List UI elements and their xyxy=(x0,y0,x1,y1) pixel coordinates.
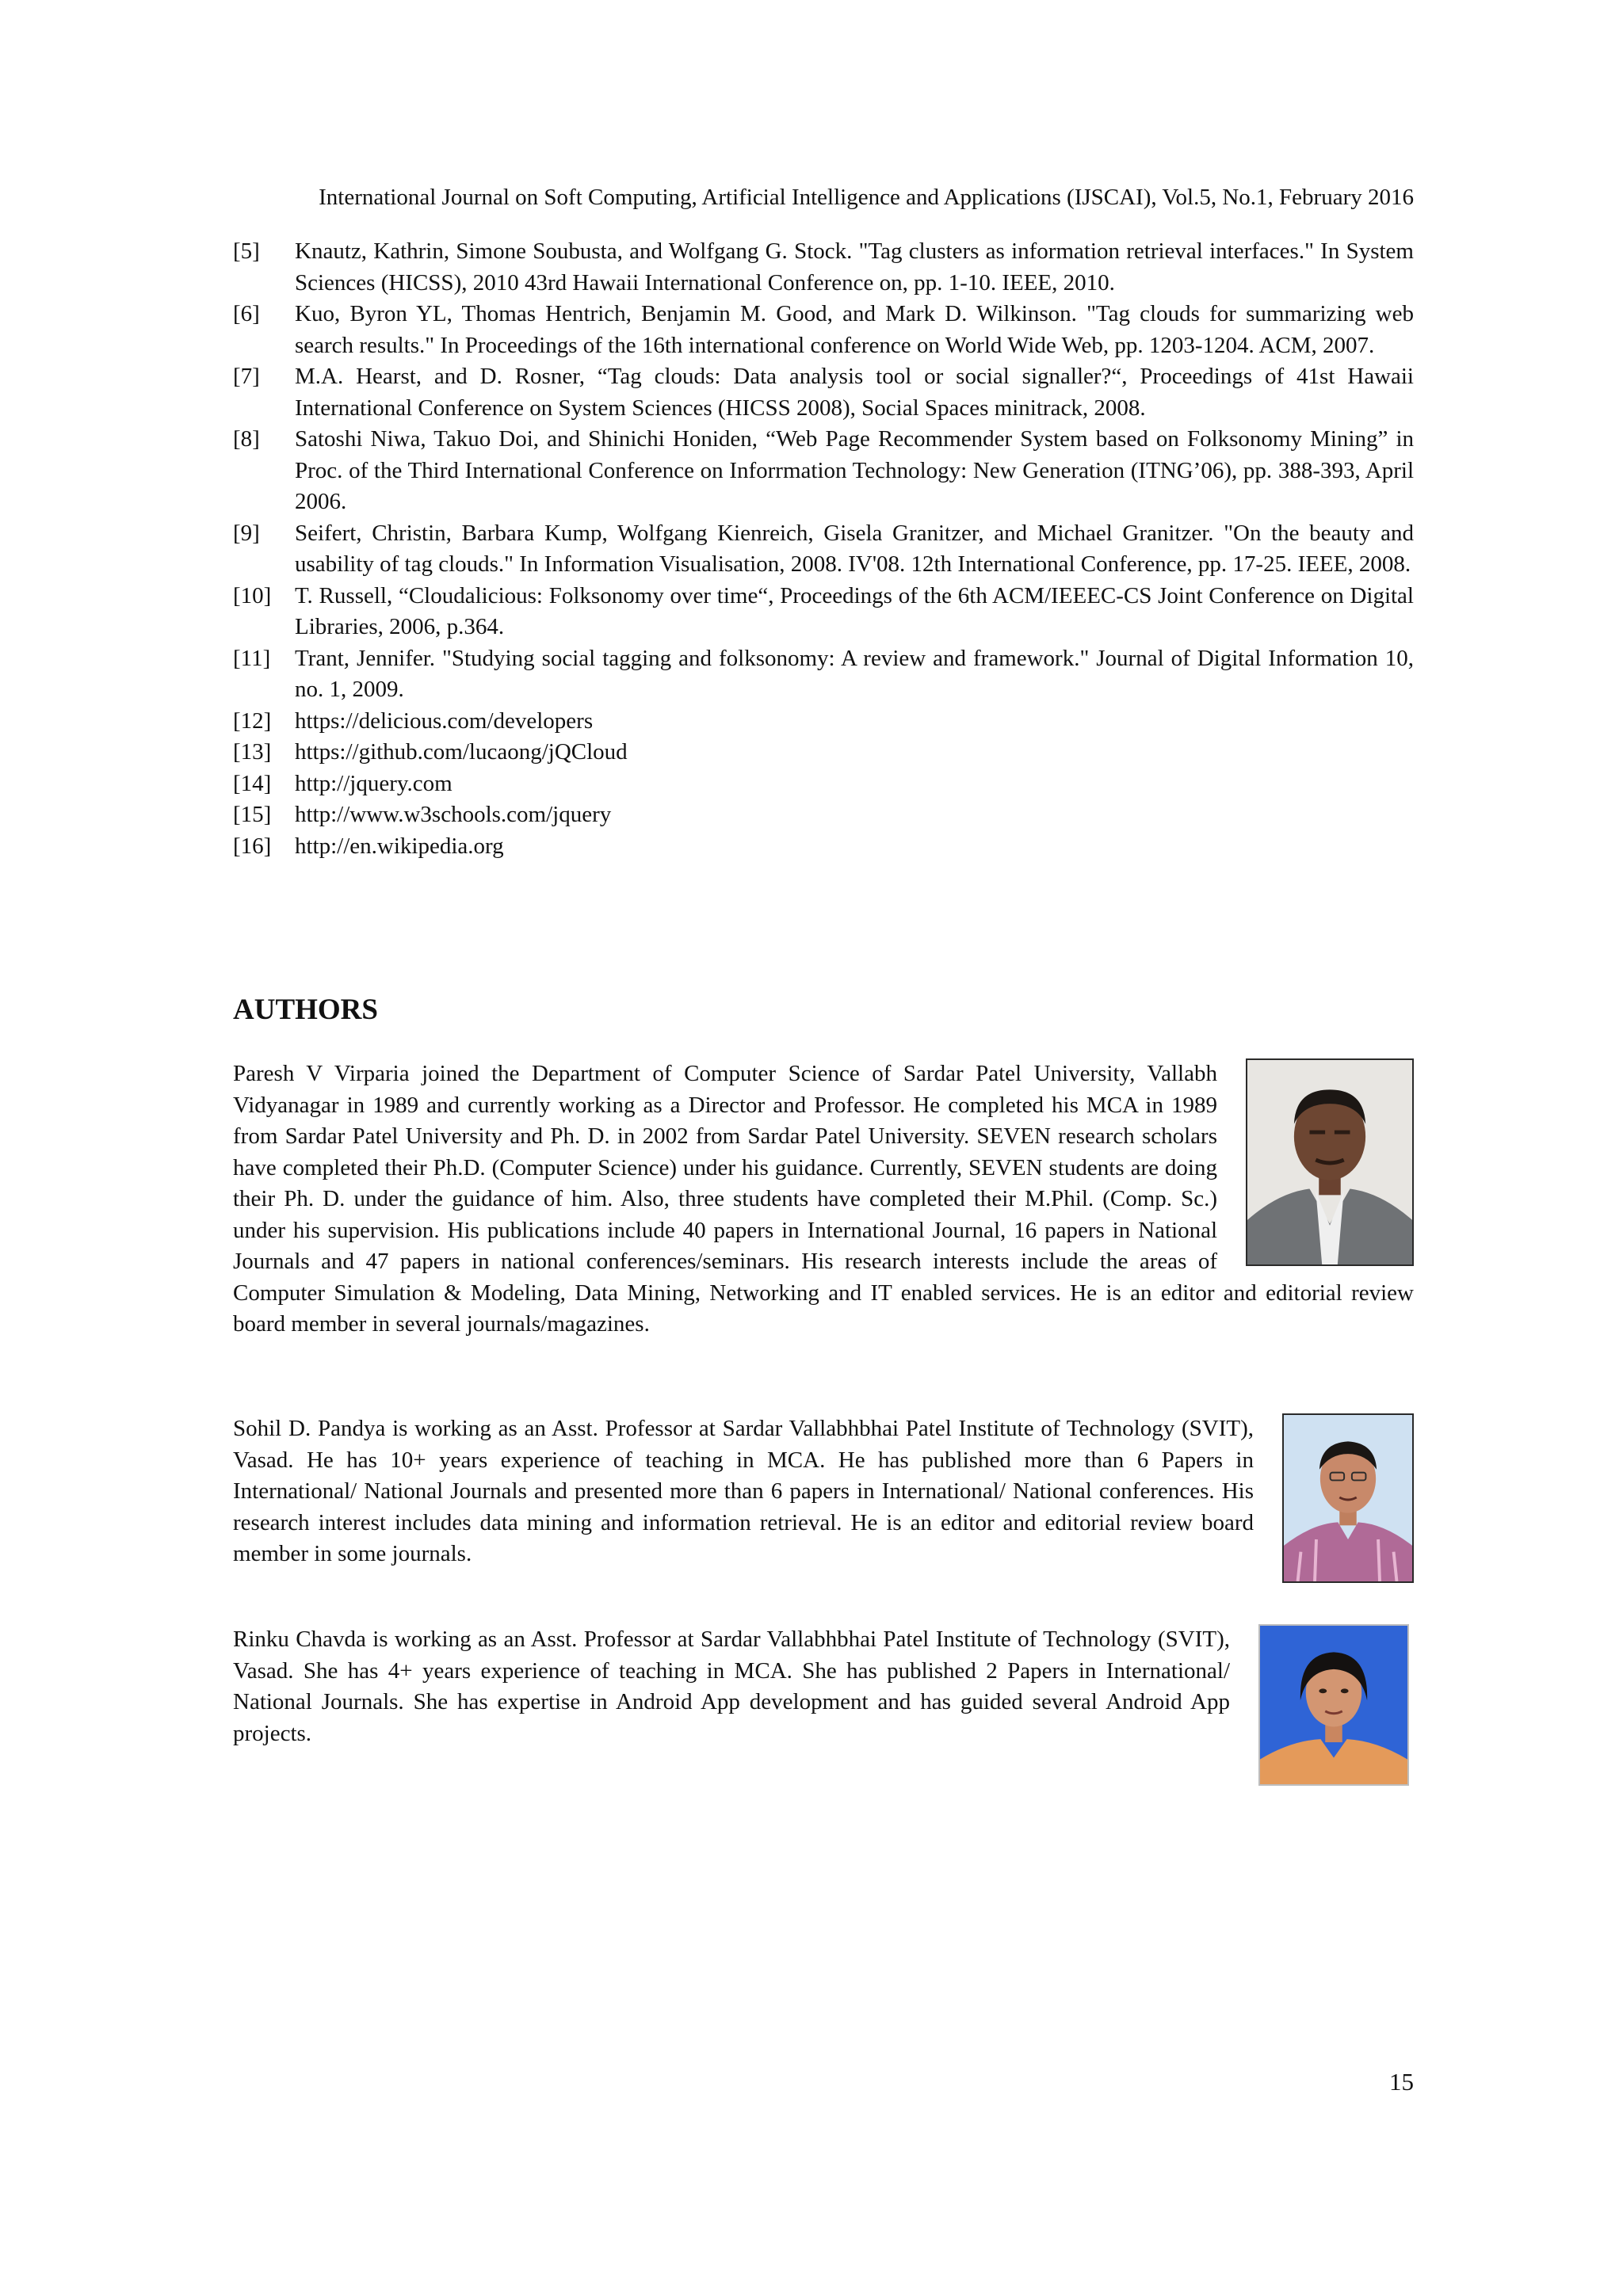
reference-number: [6] xyxy=(233,301,260,326)
reference-item xyxy=(233,581,1414,643)
reference-number: [16] xyxy=(233,833,272,859)
author-bio-text: Rinku Chavda is working as an Asst. Professor at Sardar Vallabhbhai Patel Institute of Technology (SVIT), Vasad. She has 4+ years experience of teaching in MCA. She has published 2 Papers in International/ National Journals. She has expertise in Android App development and has guided several Android App projects. xyxy=(233,1627,1230,1746)
page-number: 15 xyxy=(1389,2068,1414,2096)
reference-text: M.A. Hearst, and D. Rosner, “Tag clouds: Data analysis tool or social signaller?“, Proceedings of 41st Hawaii International Conference on System Sciences (HICSS 2008), Social Spaces minitrack, 2008. xyxy=(295,364,1414,421)
reference-number: [11] xyxy=(233,645,271,671)
author-bio-text: Paresh V Virparia joined the Department of Computer Science of Sardar Patel University, Vallabh Vidyanagar in 1989 and currently working as a Director and Professor. He completed his MCA in 1989 from Sardar Patel University and Ph. D. in 2002 from Sardar Patel University. SEVEN research scholars have completed their Ph.D. (Computer Science) under his guidance. Currently, SEVEN students are doing their Ph. D. under the guidance of him. Also, three students have completed their M.Phil. (Comp. Sc.) under his supervision. His publications include 40 papers in International Journal, 16 papers in National Journals and 47 papers in national conferences/seminars. His research interests include the areas of Computer Simulation & Modeling, Data Mining, Networking and IT enabled services. He is an editor and editorial review board member in several journals/magazines. xyxy=(233,1061,1414,1337)
reference-text: Satoshi Niwa, Takuo Doi, and Shinichi Honiden, “Web Page Recommender System based on Folksonomy Mining” in Proc. of the Third International Conference on Inforrmation Technology: New Generation (ITNG’06), pp. 388-393, April 2006. xyxy=(295,426,1414,514)
reference-number: [7] xyxy=(233,364,260,389)
reference-text: Kuo, Byron YL, Thomas Hentrich, Benjamin M. Good, and Mark D. Wilkinson. "Tag clouds for summarizing web search results." In Proceedings of the 16th international conference on World Wide Web, pp. 1203-1204. ACM, 2007. xyxy=(295,301,1414,358)
reference-number: [14] xyxy=(233,770,272,796)
portrait-image xyxy=(1284,1415,1412,1581)
reference-text: T. Russell, “Cloudalicious: Folksonomy over time“, Proceedings of the 6th ACM/IEEEC-CS Joint Conference on Digital Libraries, 2006, p.364. xyxy=(295,582,1414,639)
portrait-image xyxy=(1260,1626,1407,1784)
journal-header: International Journal on Soft Computing, Artificial Intelligence and Applications (IJSCAI), Vol.5, No.1, February 2016 xyxy=(319,185,1414,210)
reference-number: [12] xyxy=(233,707,272,734)
reference-link[interactable]: http://jquery.com xyxy=(295,770,453,796)
author-bio xyxy=(233,1624,1414,1791)
reference-item xyxy=(233,799,1414,831)
reference-number: [15] xyxy=(233,802,272,827)
reference-link[interactable]: http://en.wikipedia.org xyxy=(295,833,504,859)
authors-heading: AUTHORS xyxy=(233,994,378,1026)
reference-number: [13] xyxy=(233,739,272,765)
reference-list xyxy=(233,236,1414,862)
reference-text: Seifert, Christin, Barbara Kump, Wolfgang Kienreich, Gisela Granitzer, and Michael Granitzer. "On the beauty and usability of tag clouds." In Information Visualisation, 2008. IV'08. 12th International Conference, pp. 17-25. IEEE, 2008. xyxy=(295,520,1414,577)
portrait-image xyxy=(1247,1060,1412,1264)
reference-item xyxy=(233,706,1414,738)
reference-number: [5] xyxy=(233,238,260,264)
author-photo xyxy=(1282,1413,1414,1583)
author-bio xyxy=(233,1413,1414,1588)
reference-link[interactable]: http://www.w3schools.com/jquery xyxy=(295,802,612,827)
author-bio-text: Sohil D. Pandya is working as an Asst. Professor at Sardar Vallabhbhai Patel Institute of Technology (SVIT), Vasad. He has 10+ years experience of teaching in MCA. He has published more than 6 Papers in International/ National Journals and presented more than 6 papers in International/ National conferences. His research interest includes data mining and information retrieval. He is an editor and editorial review board member in some journals. xyxy=(233,1416,1254,1566)
author-bio xyxy=(233,1058,1414,1341)
reference-item xyxy=(233,299,1414,361)
reference-text: Trant, Jennifer. "Studying social tagging and folksonomy: A review and framework." Journal of Digital Information 10, no. 1, 2009. xyxy=(295,645,1414,702)
reference-item xyxy=(233,518,1414,581)
reference-number: [10] xyxy=(233,582,272,608)
reference-number: [8] xyxy=(233,426,260,452)
reference-item xyxy=(233,236,1414,299)
author-photo xyxy=(1258,1624,1409,1786)
reference-item xyxy=(233,737,1414,769)
reference-item xyxy=(233,424,1414,518)
reference-link[interactable]: https://github.com/lucaong/jQCloud xyxy=(295,739,628,765)
reference-item xyxy=(233,769,1414,800)
reference-item xyxy=(233,831,1414,863)
reference-number: [9] xyxy=(233,520,260,546)
author-photo xyxy=(1246,1058,1414,1266)
reference-link[interactable]: https://delicious.com/developers xyxy=(295,707,594,734)
reference-text: Knautz, Kathrin, Simone Soubusta, and Wolfgang G. Stock. "Tag clusters as information retrieval interfaces." In System Sciences (HICSS), 2010 43rd Hawaii International Conference on, pp. 1-10. IEEE, 2010. xyxy=(295,238,1414,296)
reference-item xyxy=(233,643,1414,706)
reference-item xyxy=(233,361,1414,424)
